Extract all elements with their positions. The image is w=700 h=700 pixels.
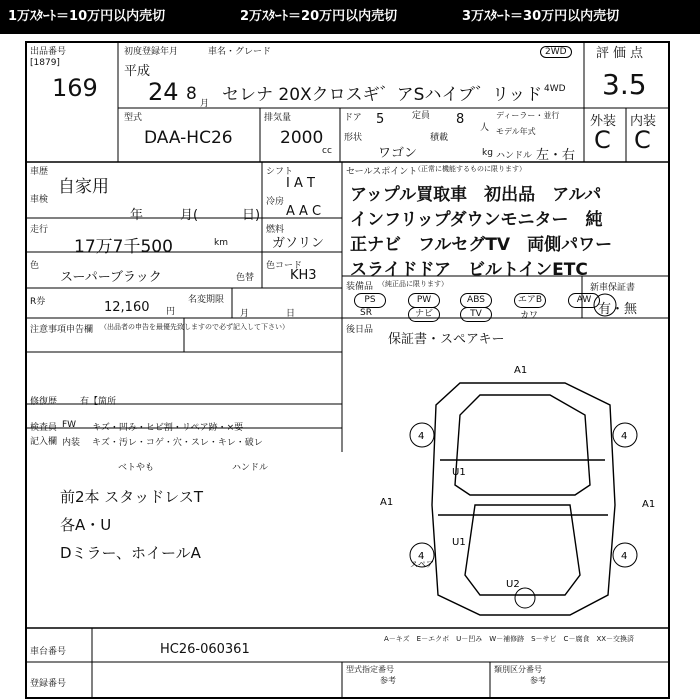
recycle-unit: 円 — [166, 307, 176, 317]
reg-month: 8 — [186, 84, 197, 104]
model-label: 型式 — [124, 113, 143, 123]
equip-tv: TV — [460, 307, 492, 322]
equipment-sub: （純正品に限ります） — [378, 280, 448, 288]
reg-label: 初度登録年月 — [124, 47, 179, 57]
doors-value: 5 — [376, 112, 385, 127]
load-unit: kg — [482, 148, 493, 158]
use-value: 自家用 — [58, 177, 109, 197]
deadline-day: 日 — [286, 309, 296, 319]
hand-line-1: 前2本 スタッドレスT — [60, 488, 204, 506]
color-label: 色 — [30, 261, 40, 271]
banner-right: 3万ｽﾀｰﾄ＝30万円以内売切 — [462, 9, 620, 24]
hand-line-2: 各A・U — [60, 516, 112, 534]
load-label: 積載 — [430, 133, 449, 143]
check-label-2: 記入欄 — [30, 437, 58, 447]
model-designation-sub: 参考 — [380, 676, 396, 685]
capacity-value: 8 — [456, 112, 465, 127]
mileage-value: 17万7千500 — [74, 237, 173, 257]
shape-value: ワゴン — [378, 146, 418, 161]
repair-label: 修復歴 — [30, 397, 58, 407]
color-no: KH3 — [290, 268, 317, 283]
recycle-value: 12,160 — [104, 300, 150, 315]
color-no-label: 色コード — [266, 261, 303, 271]
class-code-label: 類別区分番号 — [494, 665, 542, 674]
exterior-grade: C — [594, 126, 611, 154]
sales-point-label: セールスポイント — [346, 167, 418, 177]
reg-year: 24 — [148, 78, 179, 106]
equipment-label: 装備品 — [346, 282, 374, 292]
tire-fr-value: 4 — [621, 431, 628, 442]
class-code-sub: 参考 — [530, 676, 546, 685]
fuel-label: 燃料 — [266, 225, 285, 235]
mark-a1-left: A1 — [380, 497, 394, 508]
top-banner — [0, 0, 700, 34]
shift-label: シフト — [266, 167, 294, 177]
check-in-label: 内装 — [62, 438, 81, 448]
color-value: スーパーブラック — [60, 270, 162, 285]
tire-rl-value: 4 — [418, 551, 425, 562]
check-fw-label: FW — [62, 420, 77, 430]
mark-u1: U1 — [452, 467, 466, 478]
deadline-month: 月 — [240, 309, 250, 319]
mileage-label: 走行 — [30, 225, 49, 235]
deadline-label: 名変期限 — [188, 295, 225, 305]
inspection-label: 車検 — [30, 195, 49, 205]
capacity-unit: 人 — [480, 123, 490, 133]
equip-leather: カワ — [520, 311, 539, 321]
inspection-month: 月( — [180, 208, 199, 223]
handle-label: ハンドル — [496, 151, 533, 161]
equip-pw: PW — [408, 293, 440, 308]
listing-label: 出品番号 — [30, 47, 67, 57]
dealer-label: ディーラー・並行 — [496, 111, 560, 120]
repair-value: 有【箇所 — [80, 397, 117, 407]
model-year-label: モデル年式 — [496, 127, 536, 136]
doors-label: ドア — [344, 113, 362, 123]
interior-label: 内装 — [630, 114, 657, 129]
hand-line-3: Dミラー、ホイールA — [60, 544, 201, 562]
notes-label: 注意事項申告欄 — [30, 325, 94, 335]
ac-value: A A C — [286, 204, 322, 219]
check-in-items: キズ・汚レ・コゲ・穴・スレ・キレ・破レ — [92, 438, 263, 448]
warranty-circle — [592, 292, 618, 318]
new-warranty-label: 新車保証書 — [590, 283, 636, 293]
hand-note-b: ハンドル — [232, 463, 269, 473]
equip-ps: PS — [354, 293, 386, 308]
mark-u1b: U1 — [452, 537, 466, 548]
recycle-label: R券 — [30, 297, 46, 307]
rating-label: 評価点 — [596, 46, 648, 61]
equip-abs: ABS — [460, 293, 492, 308]
accessories-label: 後日品 — [346, 325, 374, 335]
ac-label: 冷房 — [266, 197, 285, 207]
tire-fl-value: 4 — [418, 431, 425, 442]
equip-airbag: エアB — [514, 293, 546, 308]
chassis-value: HC26-060361 — [160, 642, 250, 657]
mark-a1-top: A1 — [514, 365, 528, 376]
inspection-day: 日) — [242, 208, 261, 223]
sales-line-1: アップル買取車 初出品 アルパ — [350, 185, 602, 205]
listing-sub: [1879] — [30, 58, 60, 68]
car-diagram — [380, 365, 670, 635]
interior-grade: C — [634, 126, 651, 154]
model-designation-label: 型式指定番号 — [346, 665, 394, 674]
listing-number: 169 — [52, 74, 98, 102]
color-change-label: 色替 — [236, 273, 255, 283]
diagram-legend: A－キズ E－エクボ U－凹み W－補修跡 S－サビ C－腐食 XX－交換済 — [384, 635, 635, 643]
equip-navi: ナビ — [408, 307, 440, 322]
inspection-year: 年 — [130, 208, 144, 223]
accessories-value: 保証書・スペアキー — [388, 332, 505, 347]
sales-line-3: 正ナビ フルセグTV 両側パワー — [350, 235, 613, 255]
check-label-1: 検査員 — [30, 423, 58, 433]
sales-line-4: スライドドア ビルトインETC — [350, 260, 588, 280]
hand-note-a: ベトやも — [118, 463, 155, 473]
use-label: 車歴 — [30, 167, 49, 177]
mark-u2: U2 — [506, 579, 520, 590]
equip-aw: AW — [568, 293, 600, 308]
register-label: 登録番号 — [30, 679, 67, 689]
model-value: DAA-HC26 — [144, 128, 233, 148]
displacement-unit: cc — [322, 146, 332, 156]
name-label: 車名・グレード — [208, 47, 272, 57]
reg-month-unit: 月 — [200, 99, 210, 109]
displacement-value: 2000 — [280, 128, 324, 148]
mileage-unit: km — [214, 238, 228, 248]
fuel-value: ガソリン — [272, 236, 325, 251]
banner-left: 1万ｽﾀｰﾄ＝10万円以内売切 — [8, 9, 166, 24]
handle-value: 左・右 — [536, 148, 576, 163]
drive-2wd: 2WD — [540, 46, 572, 58]
mark-a1-right: A1 — [642, 499, 656, 510]
rating-score: 3.5 — [602, 68, 647, 101]
reg-era: 平成 — [124, 64, 151, 79]
sales-line-2: インフリップダウンモニター 純 — [350, 210, 603, 230]
shift-value: I A T — [286, 176, 315, 191]
tire-rr-value: 4 — [621, 551, 628, 562]
shape-label: 形状 — [344, 133, 363, 143]
tire-spare — [515, 588, 535, 608]
displacement-label: 排気量 — [264, 113, 292, 123]
check-fw-items: キズ・凹み・ヒビ割・リペア跡・×要 — [92, 423, 244, 433]
equip-sr: SR — [360, 308, 372, 318]
chassis-label: 車台番号 — [30, 647, 67, 657]
drive-4wd: 4WD — [544, 84, 566, 94]
sales-point-sub: （正常に機能するものに限ります） — [414, 165, 526, 173]
exterior-label: 外装 — [590, 114, 617, 129]
banner-mid: 2万ｽﾀｰﾄ＝20万円以内売切 — [240, 9, 398, 24]
spare-label: スペア — [410, 560, 434, 569]
car-name: セレナ 20Xクロスギ゛アSハイブ゛リッド — [222, 85, 543, 105]
new-warranty-value: 有・無 — [598, 302, 638, 317]
capacity-label: 定員 — [412, 111, 431, 121]
notes-sub: （出品者の申告を最優先致しますので必ず記入して下さい） — [100, 323, 289, 331]
